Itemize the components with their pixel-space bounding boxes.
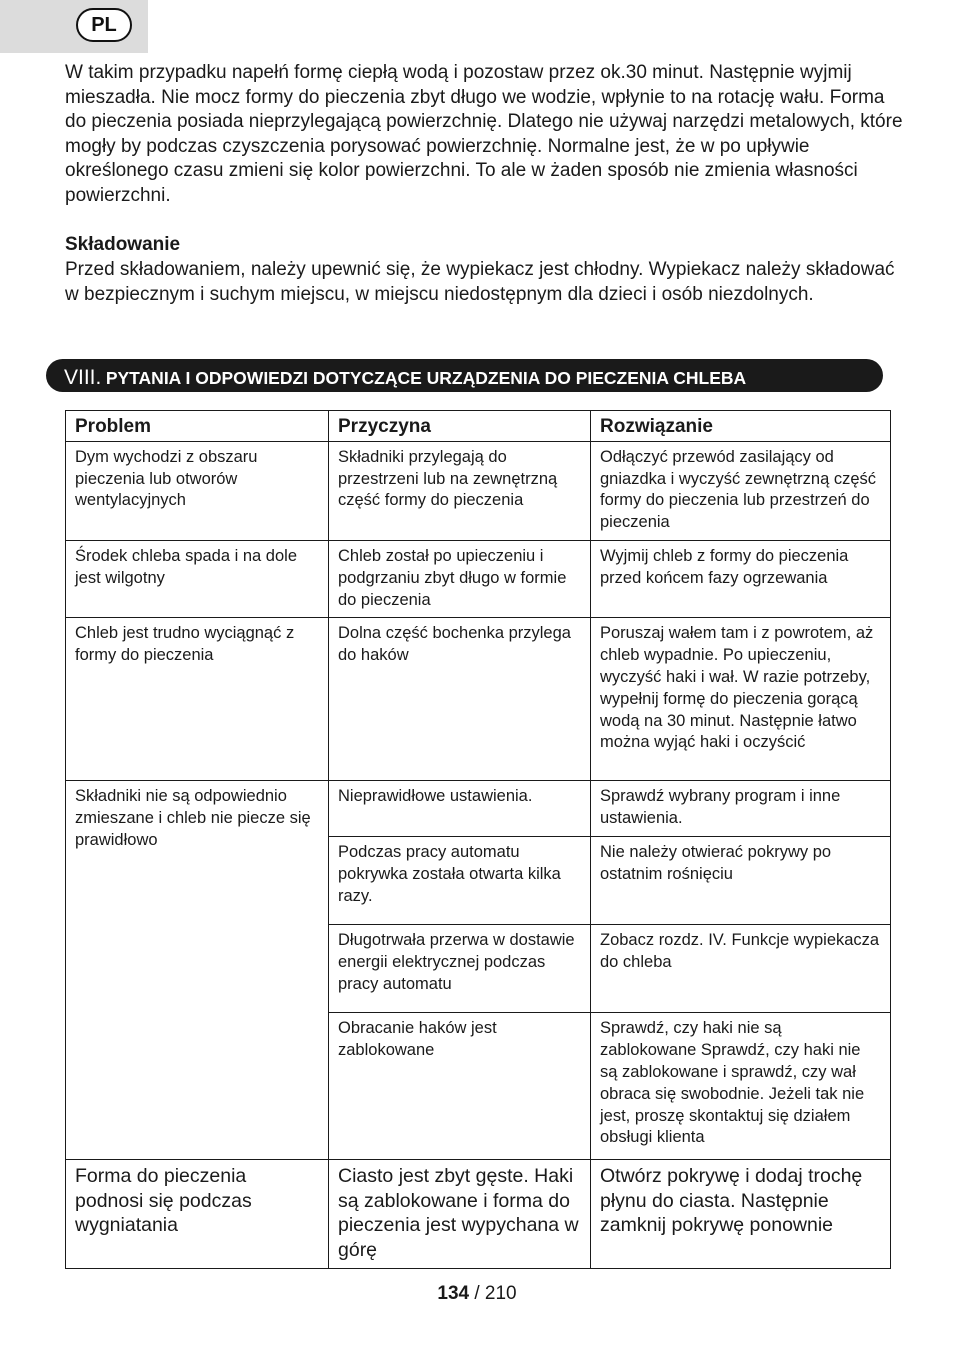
cause-cell: Podczas pracy automatu pokrywka została otwarta kilka razy. — [329, 837, 591, 925]
solution-cell: Otwórz pokrywę i dodaj trochę płynu do ciasta. Następnie zamknij pokrywę ponownie — [591, 1160, 891, 1269]
intro-paragraph: W takim przypadku napełń formę ciepłą wodą i pozostaw przez ok.30 minut. Następnie wyjmij mieszadła. Nie mocz formy do pieczenia zbyt długo we wodzie, wpłynie to na rotację wału. Forma do pieczenia posiada nieprzylegającą powierzchnię. Dlatego nie używaj narzędzi metalowych, które mogły by podczas czyszczenia porysować powierzchnię. Normalne jest, że w po upływie określonego czasu zmieni się kolor powierzchni. To ale w żaden sposób nie zmienia własności powierzchni. — [65, 62, 903, 206]
cause-cell: Obracanie haków jest zablokowane — [329, 1013, 591, 1160]
table-row — [66, 618, 891, 781]
cause-cell: Ciasto jest zbyt gęste. Haki są zablokowane i forma do pieczenia jest wypychana w górę — [329, 1160, 591, 1269]
solution-cell: Zobacz rozdz. IV. Funkcje wypiekacza do chleba — [591, 925, 891, 1013]
solution-cell: Nie należy otwierać pokrywy po ostatnim rośnięciu — [591, 837, 891, 925]
section-title: PYTANIA I ODPOWIEDZI DOTYCZĄCE URZĄDZENIA DO PIECZENIA CHLEBA — [105, 368, 747, 388]
problem-cell: Dym wychodzi z obszaru pieczenia lub otworów wentylacyjnych — [66, 441, 329, 540]
cause-cell: Nieprawidłowe ustawienia. — [329, 781, 591, 837]
header-cause: Przyczyna — [329, 411, 591, 442]
table-row — [66, 1160, 891, 1269]
language-tab — [0, 0, 148, 53]
section-header-bar — [46, 359, 883, 392]
header-problem: Problem — [66, 411, 329, 442]
page-total: 210 — [484, 1283, 517, 1304]
solution-cell: Sprawdź, czy haki nie są zablokowane Sprawdź, czy haki nie są zablokowane i sprawdź, czy wał obraca się swobodnie. Jeżeli tak nie jest, proszę skontaktuj się działem obsługi klienta — [591, 1013, 891, 1160]
page-current: 134 — [437, 1283, 470, 1304]
table-row — [66, 781, 891, 837]
problem-cell: Środek chleba spada i na dole jest wilgotny — [66, 540, 329, 617]
solution-cell: Sprawdź wybrany program i inne ustawienia. — [591, 781, 891, 837]
troubleshooting-table — [65, 410, 891, 1269]
problem-cell: Składniki nie są odpowiednio zmieszane i chleb nie piecze się prawidłowo — [66, 781, 329, 1160]
table-row — [66, 441, 891, 540]
solution-cell: Wyjmij chleb z formy do pieczenia przed końcem fazy ogrzewania — [591, 540, 891, 617]
language-badge: PL — [76, 8, 132, 42]
page-number — [0, 1283, 954, 1305]
page-separator: / — [469, 1283, 485, 1304]
problem-cell: Chleb jest trudno wyciągnąć z formy do pieczenia — [66, 618, 329, 781]
table-row — [66, 540, 891, 617]
cause-cell: Chleb został po upieczeniu i podgrzaniu zbyt długo w formie do pieczenia — [329, 540, 591, 617]
problem-cell: Forma do pieczenia podnosi się podczas wygniatania — [66, 1160, 329, 1269]
header-solution: Rozwiązanie — [591, 411, 891, 442]
table-header-row — [66, 411, 891, 442]
section-number: VIII. — [64, 366, 102, 389]
solution-cell: Odłączyć przewód zasilający od gniazdka i wyczyść zewnętrzną część formy do pieczenia lub przestrzeń do pieczenia — [591, 441, 891, 540]
cause-cell: Dolna część bochenka przylega do haków — [329, 618, 591, 781]
solution-cell: Poruszaj wałem tam i z powrotem, aż chleb wypadnie. Po upieczeniu, wyczyść haki i wał. W razie potrzeby, wypełnij formę do pieczenia gorącą wodą na 30 minut. Następnie łatwo można wyjąć haki i oczyścić — [591, 618, 891, 781]
cause-cell: Długotrwała przerwa w dostawie energii elektrycznej podczas pracy automatu — [329, 925, 591, 1013]
cause-cell: Składniki przylegają do przestrzeni lub na zewnętrzną część formy do pieczenia — [329, 441, 591, 540]
storage-heading: Składowanie — [65, 234, 181, 255]
storage-paragraph: Przed składowaniem, należy upewnić się, że wypiekacz jest chłodny. Wypiekacz należy składować w bezpiecznym i suchym miejscu, w miejscu niedostępnym dla dzieci i osób niezdolnych. — [65, 259, 895, 305]
